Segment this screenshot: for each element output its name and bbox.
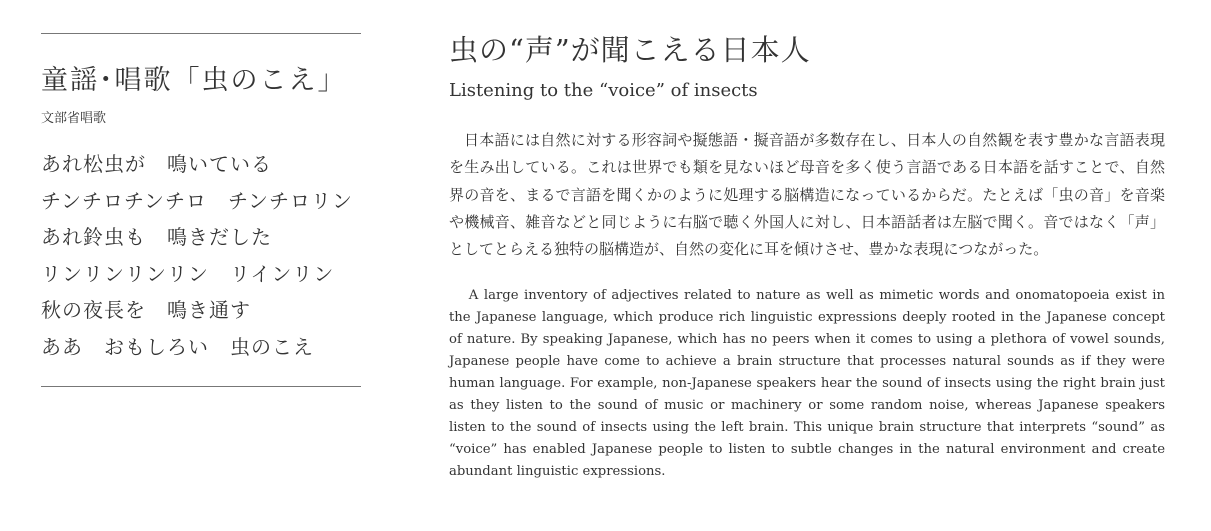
article <box>449 30 1165 497</box>
song-panel <box>41 33 361 387</box>
article-title: 虫の“声”が聞こえる日本人 <box>449 33 811 67</box>
bottom-divider <box>41 386 361 387</box>
article-subtitle: Listening to the “voice” of insects <box>449 80 758 101</box>
lyric-line: リンリンリンリン リインリン <box>41 261 335 286</box>
song-credit: 文部省唱歌 <box>41 111 107 126</box>
lyric-line: あれ松虫が 鳴いている <box>41 152 272 176</box>
lyric-line: あれ鈴虫も 鳴きだした <box>41 225 272 250</box>
english-paragraph: A large inventory of adjectives related to nature as well as mimetic words and onomatopoeia exist in the Japanese language, which produce rich linguistic expressions deeply rooted in the Japanese concept of nature. By speaking Japanese, which has no peers when it comes to using a plethora of vowel sounds, Japanese people have come to achieve a brain structure that processes natural sounds as if they were human language. For example, non-Japanese speakers hear the sound of insects using the right brain just as they listen to the sound of music or machinery or some random noise, whereas Japanese speakers listen to the sound of insects using the left brain. This unique brain structure that interprets “sound” as “voice” has enabled Japanese people to listen to subtle changes in the natural environment and create abundant linguistic expressions. <box>449 288 1165 480</box>
top-divider <box>41 33 361 34</box>
song-title: 童謡･唱歌「虫のこえ」 <box>41 65 347 96</box>
lyrics <box>41 146 361 366</box>
lyric-line: チンチロチンチロ チンチロリン <box>41 188 353 213</box>
lyric-line: ああ おもしろい 虫のこえ <box>41 334 314 359</box>
japanese-paragraph: 日本語には自然に対する形容詞や擬態語・擬音語が多数存在し、日本人の自然観を表す豊かな言語表現を生み出している。これは世界でも類を見ないほど母音を多く使う言語である日本語を話すことで、自然界の音を、まるで言語を聞くかのように処理する脳構造になっているからだ。たとえば「虫の音」を音楽や機械音、雑音などと同じように右脳で聴く外国人に対し、日本語話者は左脳で聞く。音ではなく「声」としてとらえる独特の脳構造が、自然の変化に耳を傾けさせ、豊かな表現につながった。 <box>449 131 1165 259</box>
lyric-line: 秋の夜長を 鳴き通す <box>41 298 251 323</box>
